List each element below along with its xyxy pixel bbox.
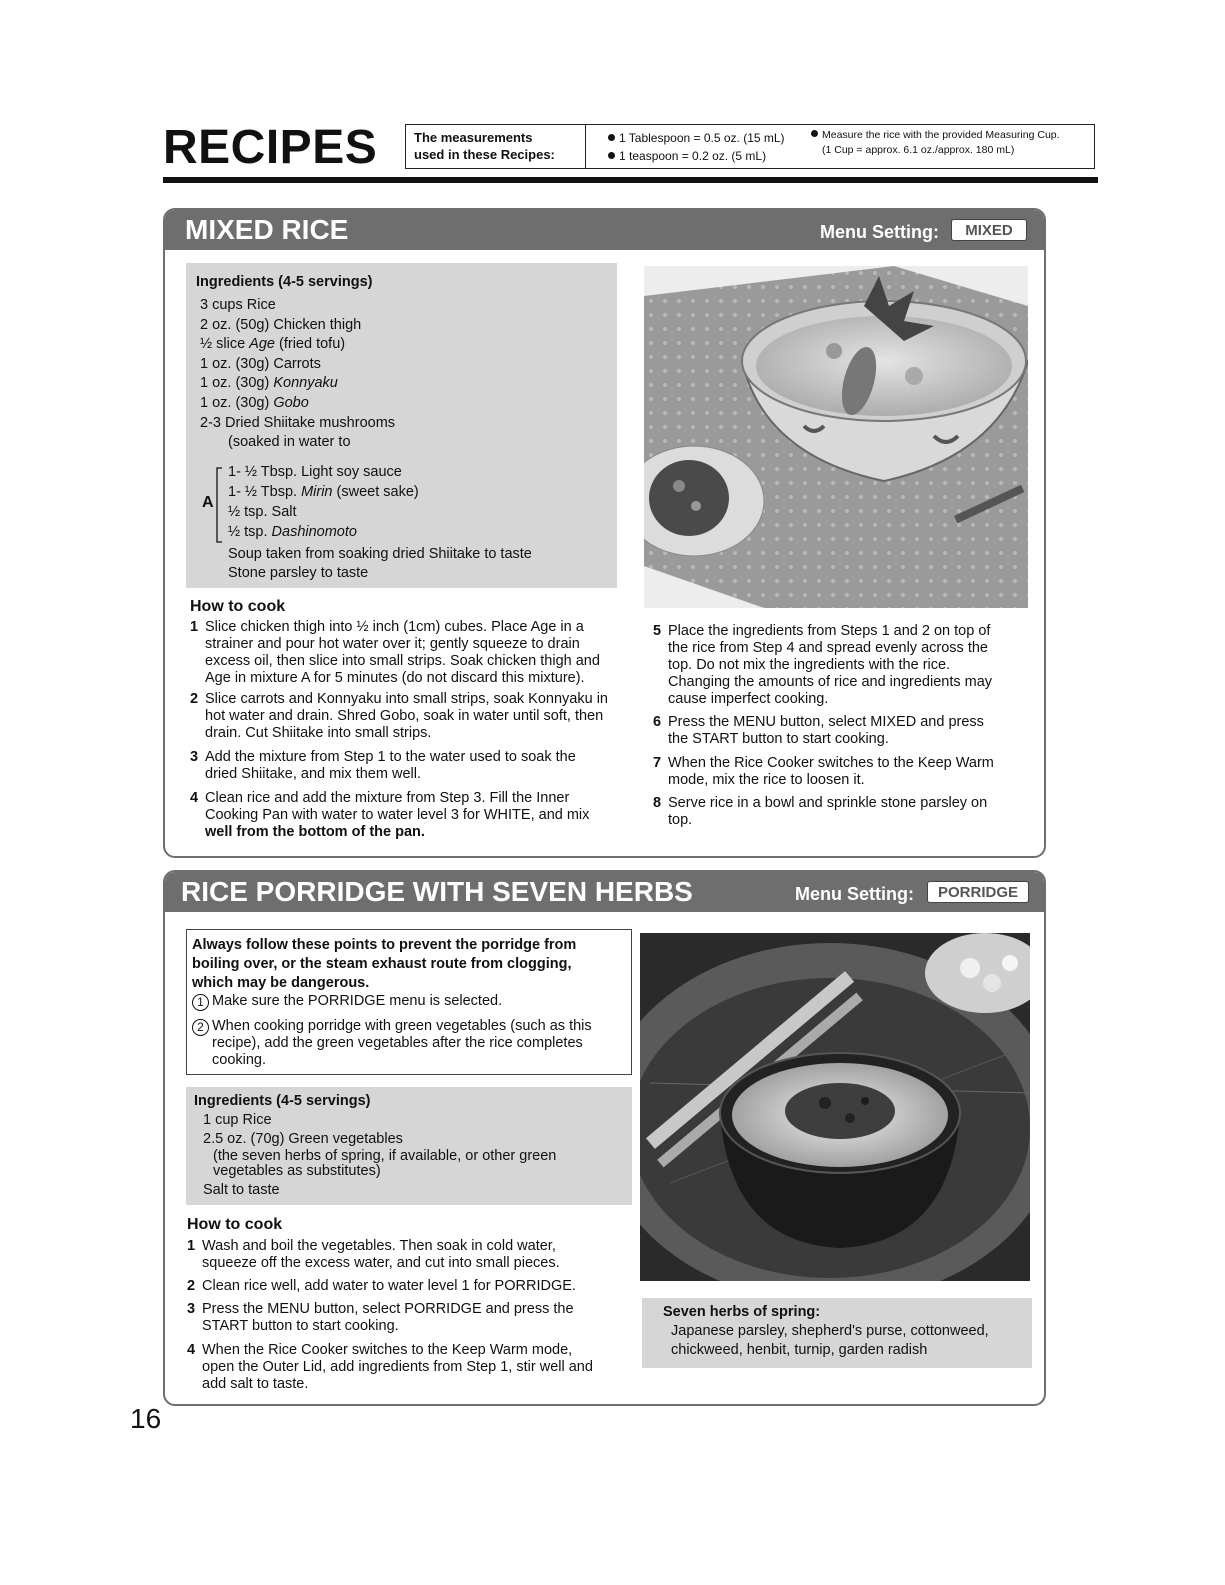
- how-to-cook-heading: How to cook: [187, 1216, 283, 1233]
- porridge-photo: [640, 933, 1030, 1281]
- ingredient-item: 2 oz. (50g) Chicken thigh: [200, 317, 362, 333]
- menu-setting-badge: PORRIDGE: [927, 881, 1029, 903]
- mixture-brace: [214, 467, 224, 543]
- herbs-list: chickweed, henbit, turnip, garden radish: [671, 1342, 928, 1358]
- ingredient-item: (soaked in water to: [228, 434, 351, 450]
- page-number: 16: [130, 1403, 162, 1434]
- menu-setting-label: Menu Setting:: [820, 222, 939, 242]
- menu-setting-badge: MIXED: [951, 219, 1027, 241]
- ingredient-item: vegetables as substitutes): [213, 1163, 381, 1179]
- cup-note: Measure the rice with the provided Measuring Cup. (1 Cup = approx. 6.1 oz./approx. 180 mL): [811, 128, 1060, 158]
- ingredient-item: ½ slice Age (fried tofu): [200, 336, 346, 352]
- ingredient-item: 3 cups Rice: [200, 297, 276, 313]
- ingredients-box: [186, 1087, 632, 1205]
- measurements-box: [405, 124, 1095, 169]
- mixed-rice-photo: [644, 266, 1028, 608]
- ingredient-item: 1 oz. (30g) Gobo: [200, 395, 309, 411]
- ingredient-item: 2.5 oz. (70g) Green vegetables: [203, 1131, 403, 1147]
- ingredient-item: Salt to taste: [203, 1182, 280, 1198]
- how-to-cook-heading: How to cook: [190, 598, 286, 615]
- recipe-title: MIXED RICE: [185, 214, 349, 245]
- title-rule: [163, 177, 1098, 183]
- bullet-icon: [811, 130, 818, 137]
- recipe-title: RICE PORRIDGE WITH SEVEN HERBS: [181, 876, 693, 907]
- herbs-heading: Seven herbs of spring:: [663, 1304, 821, 1320]
- menu-setting-label: Menu Setting:: [795, 884, 914, 904]
- bullet-icon: [608, 134, 615, 141]
- porridge-panel: RICE PORRIDGE WITH SEVEN HERBS Menu Setting: PORRIDGE Always follow these points to prevent the porridge from boiling over, or the steam exhaust route from clogging, which may be dangerous. 1 Make sure the PORRIDGE menu is selected. 2 When cooking porridge with green vegetables (such as this recipe), add the green vegetables after the rice completes cooking. Ingredients (4-5 servings) 1 cup Rice 2.5 oz. (70g) Green vegetables (the seven herbs of spring, if available, or other green vegetables as substitutes) Salt to taste How to cook 1 Wash and boil the vegetables. Then soak in cold water, squeeze off the excess water, and cut into small pieces. 2 Clean rice well, add water to water level 1 for PORRIDGE. 3 Press the MENU button, select PORRIDGE and press the START button to start cooking. 4 When the Rice Cooker switches to the Keep Warm mode, open the Outer Lid, add ingredients from Step 1, stir well and add salt to taste. Seven herbs of spring: Japanese parsley, shepherd's purse, cottonweed, chickweed, henbit, turnip, garden radish: [163, 870, 1046, 1406]
- mixture-item: 1- ½ Tbsp. Light soy sauce: [228, 464, 402, 480]
- ingredient-extra: Stone parsley to taste: [228, 565, 369, 581]
- ingredient-item: 1 cup Rice: [203, 1112, 272, 1128]
- mixture-item: 1- ½ Tbsp. Mirin (sweet sake): [228, 484, 419, 500]
- measurements-label: The measurements used in these Recipes:: [406, 125, 586, 168]
- mixed-rice-title-bar: [165, 210, 1044, 250]
- warning-heading: Always follow these points to prevent the porridge from boiling over, or the steam exhaust route from clogging, which may be dangerous.: [192, 937, 577, 991]
- ingredient-item: (the seven herbs of spring, if available, or other green: [213, 1148, 557, 1164]
- mixture-letter: A: [202, 494, 214, 511]
- ingredients-box: [186, 263, 617, 588]
- ingredients-heading: Ingredients (4-5 servings): [194, 1093, 371, 1109]
- page-title: RECIPES: [163, 121, 378, 174]
- ingredient-extra: Soup taken from soaking dried Shiitake to taste: [228, 546, 532, 562]
- ingredient-item: 1 oz. (30g) Carrots: [200, 356, 321, 372]
- mixture-item: ½ tsp. Salt: [228, 504, 297, 520]
- bullet-icon: [608, 152, 615, 159]
- mixture-item: ½ tsp. Dashinomoto: [228, 524, 357, 540]
- ingredients-heading: Ingredients (4-5 servings): [196, 274, 373, 290]
- circled-number-icon: 2: [192, 1019, 209, 1036]
- porridge-title-bar: [165, 872, 1044, 912]
- spoon-conversions: 1 Tablespoon = 0.5 oz. (15 mL) 1 teaspoon = 0.2 oz. (5 mL): [608, 129, 785, 165]
- mixed-rice-panel: MIXED RICE Menu Setting: MIXED Ingredients (4-5 servings) 3 cups Rice 2 oz. (50g) Chicken thigh ½ slice Age (fried tofu) 1 oz. (30g) Carrots 1 oz. (30g) Konnyaku 1 oz. (30g) Gobo 2-3 Dried Shiitake mushrooms (soaked in water to A 1- ½ Tbsp. Light soy sauce 1- ½ Tbsp. Mirin (sweet sake) ½ tsp. Salt ½ tsp. Dashinomoto Soup taken from soaking dried Shiitake to taste Stone parsley to taste How to cook 1 Slice chicken thigh into ½ inch (1cm) cubes. Place Age in a strainer and pour hot water over it; gently squeeze to drain excess oil, then slice into small strips. Soak chicken thigh and Age in mixture A for 5 minutes (do not discard this mixture). 2 Slice carrots and Konnyaku into small strips, soak Konnyaku in hot water and drain. Shred Gobo, soak in water until soft, then drain. Cut Shiitake into small strips. 3 Add the mixture from Step 1 to the water used to soak the dried Shiitake, and mix them well. 4 Clean rice and add the mixture from Step 3. Fill the Inner Cooking Pan with water to water level 3 for WHITE, and mix well from the bottom of the pan. 5 Place the ingredients from Steps 1 and 2 on top of the rice from Step 4 and spread evenly across the top. Do not mix the ingredients with the rice. Changing the amounts of rice and ingredients may cause imperfect cooking. 6 Press the MENU button, select MIXED and press the START button to start cooking. 7 When the Rice Cooker switches to the Keep Warm mode, mix the rice to loosen it. 8 Serve rice in a bowl and sprinkle stone parsley on top.: [163, 208, 1046, 858]
- ingredient-item: 1 oz. (30g) Konnyaku: [200, 375, 338, 391]
- circled-number-icon: 1: [192, 994, 209, 1011]
- herbs-box: [642, 1298, 1032, 1368]
- warning-box: Always follow these points to prevent the porridge from boiling over, or the steam exhaust route from clogging, which may be dangerous. 1 Make sure the PORRIDGE menu is selected. 2 When cooking porridge with green vegetables (such as this recipe), add the green vegetables after the rice completes cooking.: [186, 929, 632, 1075]
- ingredient-item: 2-3 Dried Shiitake mushrooms: [200, 415, 396, 431]
- herbs-list: Japanese parsley, shepherd's purse, cottonweed,: [671, 1323, 989, 1339]
